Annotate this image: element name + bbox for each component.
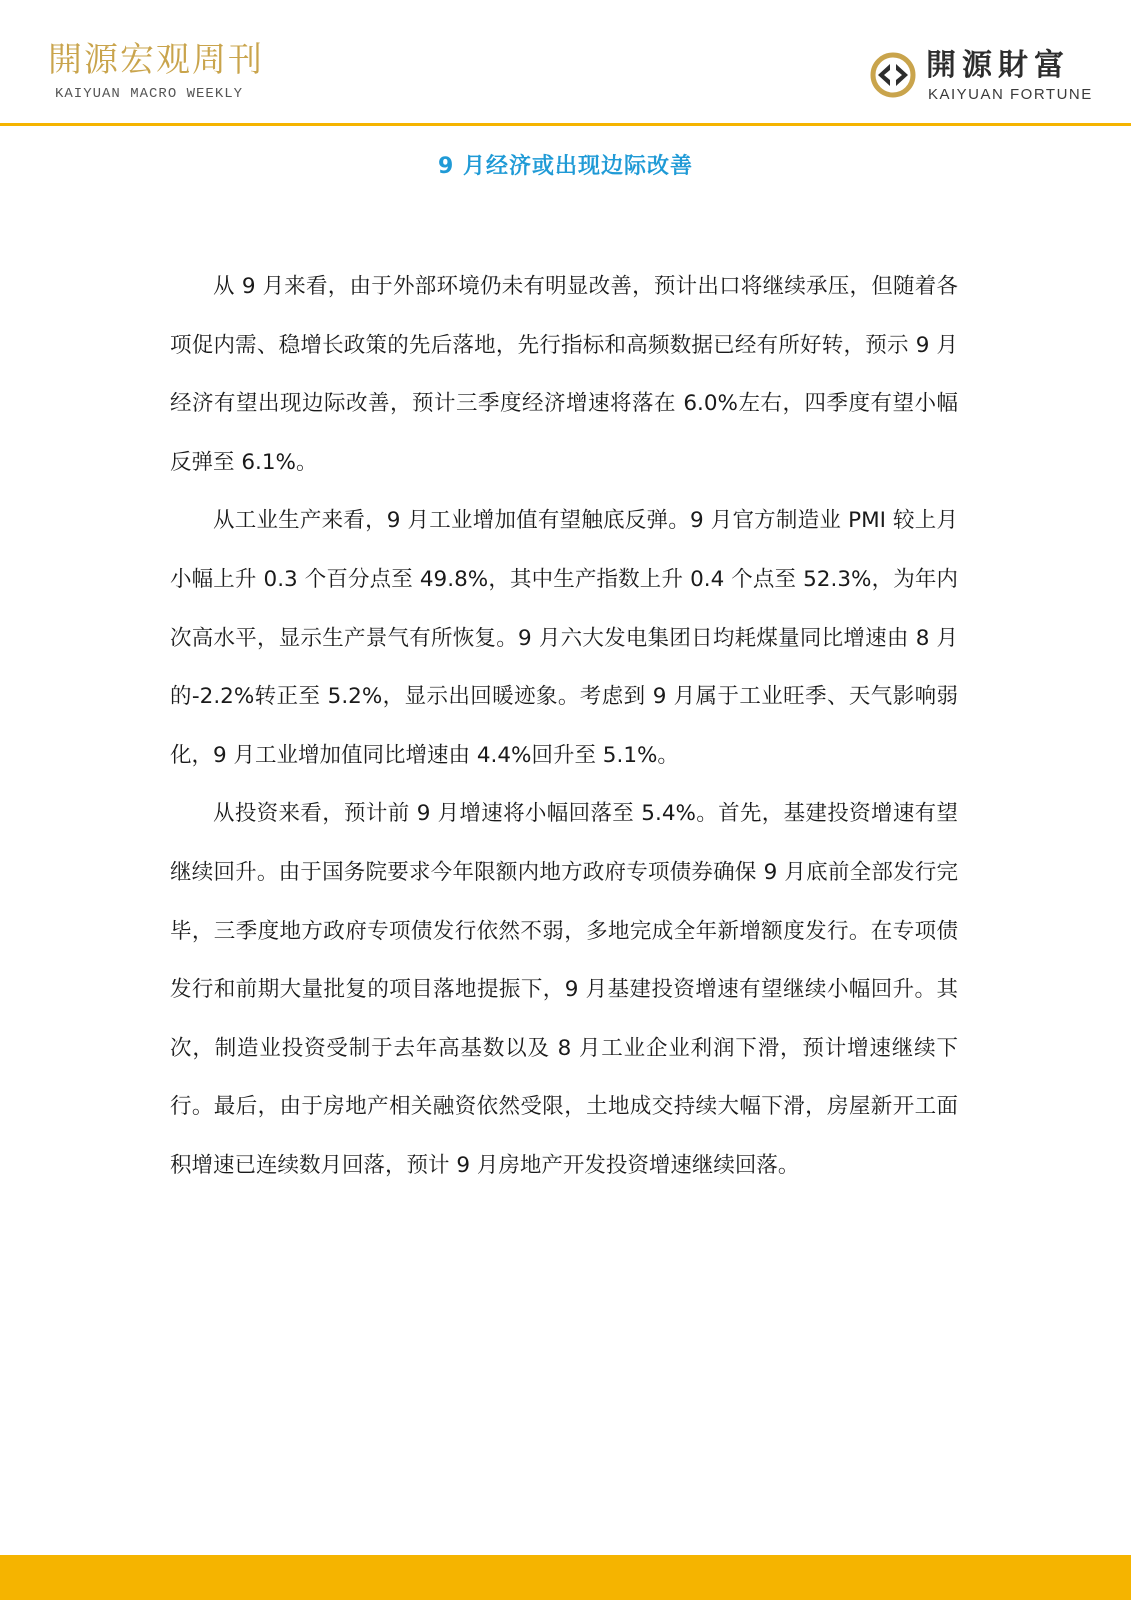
publication-title: 開源宏观周刊 (48, 40, 264, 80)
publication-subtitle: KAIYUAN MACRO WEEKLY (55, 86, 244, 102)
brand-name: 開源財富 (926, 48, 1070, 83)
article-title: 9 月经济或出现边际改善 (438, 154, 693, 179)
kaiyuan-fortune-logo-icon (868, 50, 918, 100)
article-body (170, 258, 958, 1196)
paragraph-investment: 从投资来看，预计前 9 月增速将小幅回落至 5.4%。首先，基建投资增速有望继续回升。由于国务院要求今年限额内地方政府专项债券确保 9 月底前全部发行完毕，三季度地方政府专项债发行依然不弱，多地完成全年新增额度发行。在专项债发行和前期大量批复的项目落地提振下，9 月基建投资增速有望继续小幅回升。其次，制造业投资受制于去年高基数以及 8 月工业企业利润下滑，预计增速继续下行。最后，由于房地产相关融资依然受限，土地成交持续大幅下滑，房屋新开工面积增速已连续数月回落，预计 9 月房地产开发投资增速继续回落。 (170, 801, 958, 1178)
page-header (0, 0, 1131, 126)
paragraph-industrial-production: 从工业生产来看，9 月工业增加值有望触底反弹。9 月官方制造业 PMI 较上月小幅上升 0.3 个百分点至 49.8%，其中生产指数上升 0.4 个点至 52.3%，为年内次高水平，显示生产景气有所恢复。9 月六大发电集团日均耗煤量同比增速由 8 月的-2.2%转正至 5.2%，显示出回暖迹象。考虑到 9 月属于工业旺季、天气影响弱化，9 月工业增加值同比增速由 4.4%回升至 5.1%。 (170, 508, 958, 768)
header-divider (0, 123, 1131, 126)
paragraph-outlook: 从 9 月来看，由于外部环境仍未有明显改善，预计出口将继续承压，但随着各项促内需、稳增长政策的先后落地，先行指标和高频数据已经有所好转，预示 9 月经济有望出现边际改善，预计三季度经济增速将落在 6.0%左右，四季度有望小幅反弹至 6.1%。 (170, 274, 958, 475)
brand-name-english: KAIYUAN FORTUNE (928, 86, 1093, 103)
footer-bar (0, 1555, 1131, 1600)
